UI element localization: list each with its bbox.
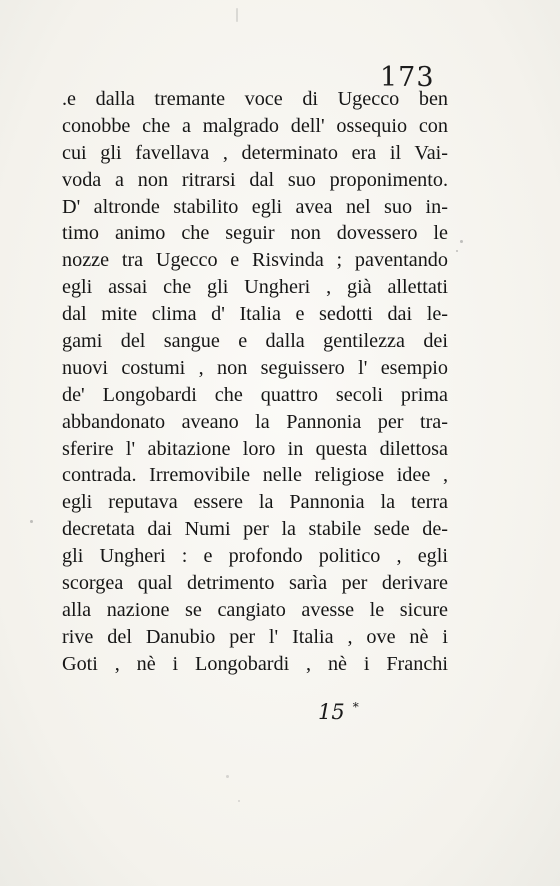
- signature-number: 15: [318, 700, 345, 724]
- text-line: contrada. Irremovibile nelle religiose idee ,: [62, 464, 448, 487]
- text-line: gami del sangue e dalla gentilezza dei: [62, 330, 448, 353]
- body-text: [62, 86, 448, 678]
- text-line: conobbe che a malgrado dell' ossequio con: [62, 114, 448, 137]
- text-line: voda a non ritrarsi dal suo proponimento.: [62, 168, 448, 191]
- text-line: abbandonato aveano la Pannonia per tra-: [62, 410, 448, 433]
- text-line: sferire l' abitazione loro in questa dilettosa: [62, 437, 448, 460]
- text-line: alla nazione se cangiato avesse le sicure: [62, 598, 448, 621]
- signature-mark: [318, 700, 359, 724]
- text-line: rive del Danubio per l' Italia , ove nè i: [62, 625, 448, 648]
- text-line: scorgea qual detrimento sarìa per derivare: [62, 572, 448, 595]
- text-line: D' altronde stabilito egli avea nel suo in-: [62, 195, 448, 218]
- text-line: egli reputava essere la Pannonia la terra: [62, 491, 448, 514]
- text-line: egli assai che gli Ungheri , già allettati: [62, 276, 448, 299]
- signature-star: *: [352, 700, 359, 714]
- text-line: de' Longobardi che quattro secoli prima: [62, 383, 448, 406]
- text-line: gli Ungheri : e profondo politico , egli: [62, 545, 448, 568]
- text-line: nozze tra Ugecco e Risvinda ; paventando: [62, 249, 448, 272]
- text-line: .e dalla tremante voce di Ugecco ben: [62, 88, 448, 110]
- text-line: cui gli favellava , determinato era il Vai-: [62, 141, 448, 164]
- text-line: decretata dai Numi per la stabile sede de-: [62, 518, 448, 541]
- text-line: timo animo che seguir non dovessero le: [62, 222, 448, 245]
- page-number: 173: [380, 62, 435, 93]
- text-line: nuovi costumi , non seguissero l' esempio: [62, 356, 448, 379]
- text-line: Goti , nè i Longobardi , nè i Franchi: [62, 652, 448, 675]
- text-line: dal mite clima d' Italia e sedotti dai le-: [62, 303, 448, 326]
